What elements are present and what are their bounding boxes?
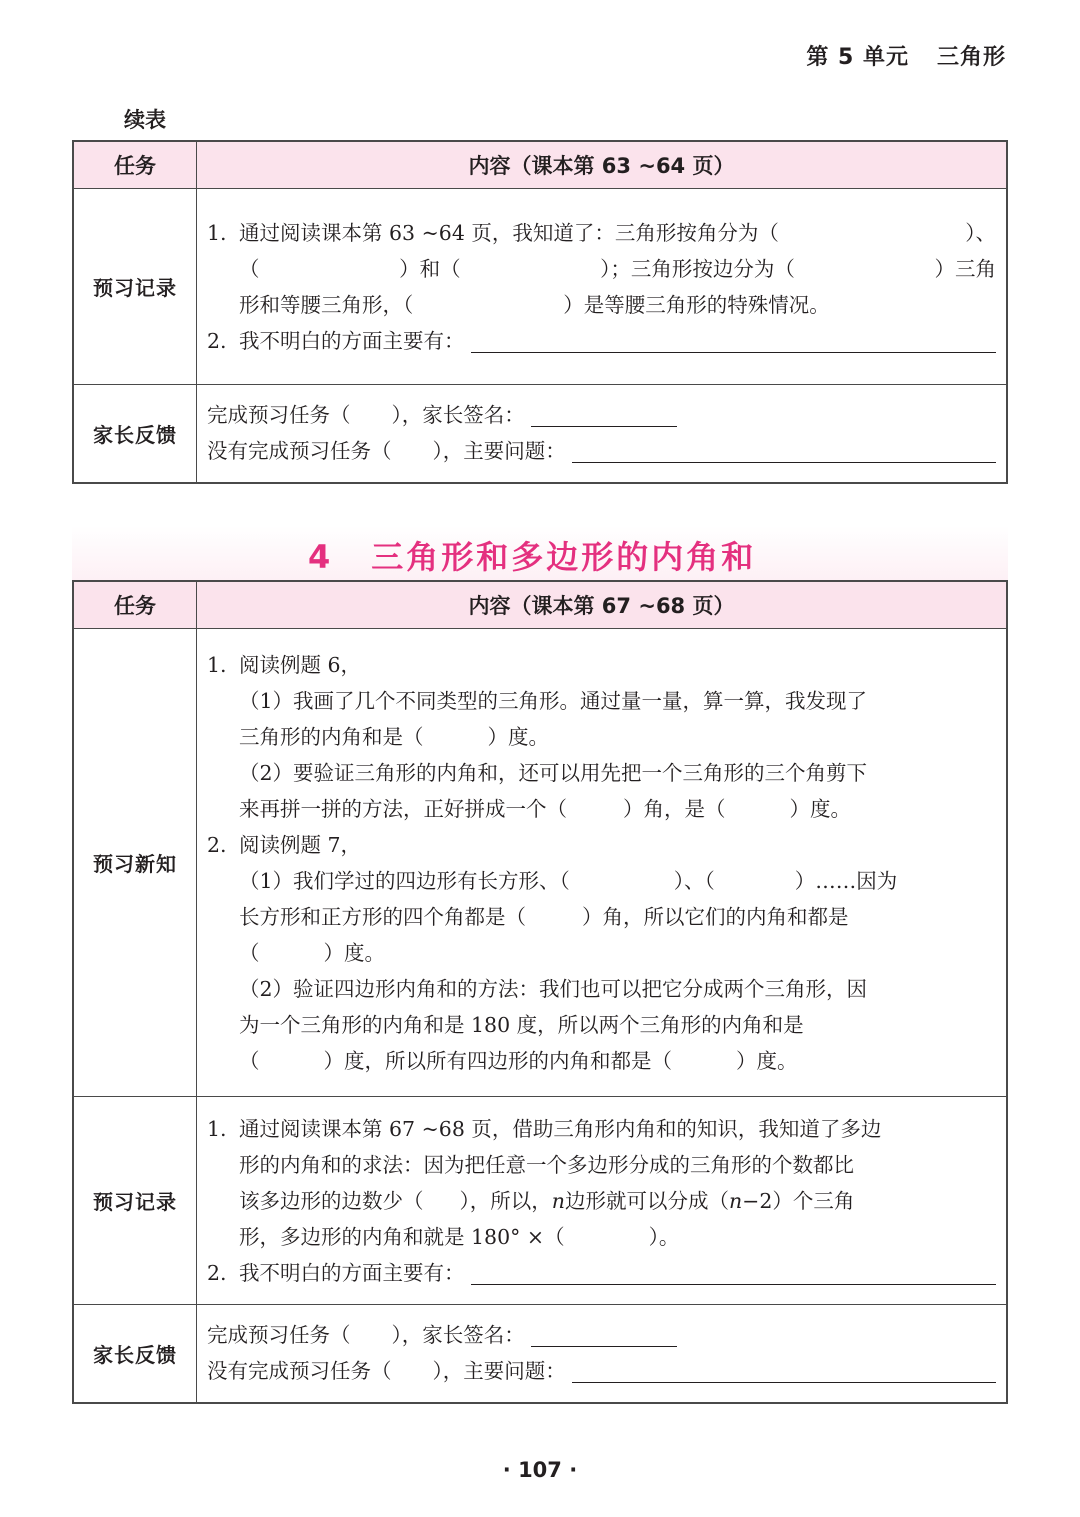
text-line: 2. 我不明白的方面主要有： bbox=[207, 1255, 996, 1291]
page-header bbox=[806, 40, 1006, 71]
col-task-header: 任务 bbox=[73, 141, 197, 189]
preview-record-content bbox=[197, 1097, 1008, 1305]
text-line: 来再拼一拼的方法，正好拼成一个（ ）角，是（ ）度。 bbox=[239, 796, 851, 821]
answer-line[interactable] bbox=[471, 326, 997, 353]
text-line: 没有完成预习任务（ ），主要问题： bbox=[207, 1353, 996, 1389]
text-line: （2）验证四边形内角和的方法：我们也可以把它分成两个三角形，因 bbox=[239, 976, 868, 1001]
preview-table-1 bbox=[72, 140, 1008, 484]
signature-line[interactable] bbox=[531, 402, 677, 427]
text-line: 三角形的内角和是（ ）度。 bbox=[239, 724, 549, 749]
text-line: 1. 通过阅读课本第 63 ~64 页，我知道了：三角形按角分为（ ）、 bbox=[207, 220, 996, 245]
text-line: 该多边形的边数少（ ），所以， n 边形就可以分成（ n −2）个三角 bbox=[239, 1188, 855, 1213]
text-line: 完成预习任务（ ），家长签名： bbox=[207, 1317, 996, 1353]
parent-feedback-content bbox=[197, 385, 1008, 483]
preview-table-2 bbox=[72, 580, 1008, 1404]
text-line: 1. 通过阅读课本第 67 ~68 页，借助三角形内角和的知识，我知道了多边 bbox=[207, 1116, 882, 1141]
row-label-preview-new: 预习新知 bbox=[73, 629, 197, 1097]
text-line: （1）我画了几个不同类型的三角形。通过量一量，算一算，我发现了 bbox=[239, 688, 868, 713]
section-title: 三角形和多边形的内角和 bbox=[371, 538, 757, 576]
text-line: 形，多边形的内角和就是 180° ×（ ）。 bbox=[239, 1224, 680, 1249]
text-line: 长方形和正方形的四个角都是（ ）角，所以它们的内角和都是 bbox=[239, 904, 849, 929]
parent-feedback-content bbox=[197, 1305, 1008, 1403]
text-line: （2）要验证三角形的内角和，还可以用先把一个三角形的三个角剪下 bbox=[239, 760, 868, 785]
text-line: 1. 阅读例题 6， bbox=[207, 652, 362, 677]
unit-label: 第 5 单元 bbox=[806, 45, 909, 70]
text-line: （ ）度。 bbox=[239, 940, 385, 965]
row-label-parent-feedback: 家长反馈 bbox=[73, 385, 197, 483]
signature-line[interactable] bbox=[531, 1322, 677, 1347]
text-line: （1）我们学过的四边形有长方形、（ ）、（ ）……因为 bbox=[239, 868, 898, 893]
text-line: 形和等腰三角形，（ ）是等腰三角形的特殊情况。 bbox=[239, 292, 830, 317]
text-line: 完成预习任务（ ），家长签名： bbox=[207, 397, 996, 433]
text-line: 2. 阅读例题 7， bbox=[207, 832, 362, 857]
col-content-header: 内容（课本第 67 ~68 页） bbox=[197, 581, 1008, 629]
row-label-preview-record: 预习记录 bbox=[73, 1097, 197, 1305]
problem-line[interactable] bbox=[572, 1356, 996, 1383]
unit-topic: 三角形 bbox=[936, 45, 1006, 70]
continued-label: 续表 bbox=[124, 108, 166, 132]
preview-record-content bbox=[197, 189, 1008, 385]
problem-line[interactable] bbox=[572, 436, 996, 463]
col-content-header: 内容（课本第 63 ~64 页） bbox=[197, 141, 1008, 189]
section-title-bar bbox=[72, 526, 1008, 580]
row-label-parent-feedback: 家长反馈 bbox=[73, 1305, 197, 1403]
col-task-header: 任务 bbox=[73, 581, 197, 629]
row-label-preview-record: 预习记录 bbox=[73, 189, 197, 385]
section-number: 4 bbox=[308, 538, 334, 576]
preview-new-content bbox=[197, 629, 1008, 1097]
text-line: 为一个三角形的内角和是 180 度，所以两个三角形的内角和是 bbox=[239, 1012, 804, 1037]
text-line: 没有完成预习任务（ ），主要问题： bbox=[207, 433, 996, 469]
text-line: 形的内角和的求法：因为把任意一个多边形分成的三角形的个数都比 bbox=[239, 1152, 854, 1177]
text-line: （ ）度，所以所有四边形的内角和都是（ ）度。 bbox=[239, 1048, 798, 1073]
text-line: （ ）和（ ）；三角形按边分为（ ）三角 bbox=[239, 256, 996, 281]
answer-line[interactable] bbox=[471, 1258, 997, 1285]
text-line: 2. 我不明白的方面主要有： bbox=[207, 323, 996, 359]
page-number: · 107 · bbox=[502, 1458, 578, 1482]
